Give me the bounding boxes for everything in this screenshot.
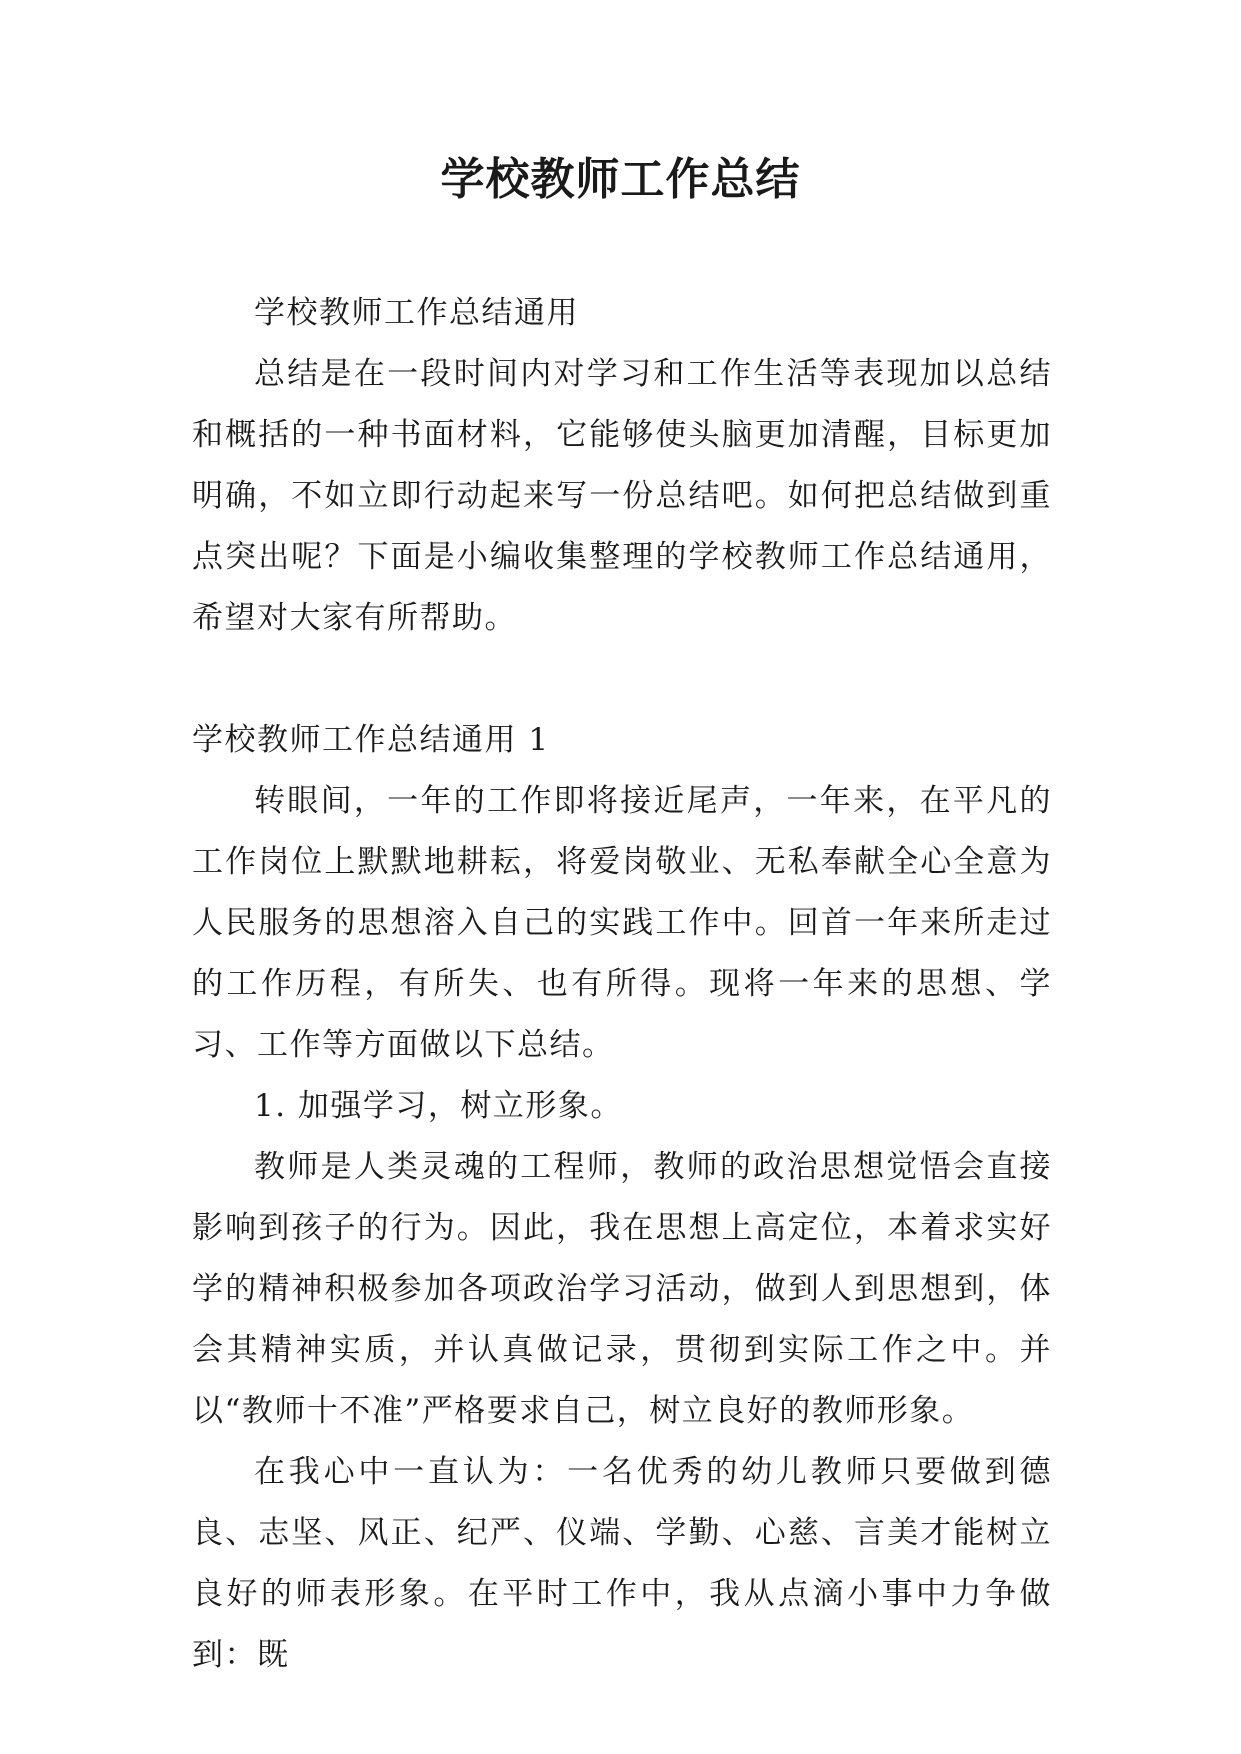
document-title: 学校教师工作总结 bbox=[440, 154, 801, 205]
section-heading: 学校教师工作总结通用 1 bbox=[192, 722, 550, 758]
intro-paragraph: 总结是在一段时间内对学习和工作生活等表现加以总结和概括的一种书面材料，它能够使头脑更加清醒，目标更加明确，不如立即行动起来写一份总结吧。如何把总结做到重点突出呢？下面是小编收集整理的学校教师工作总结通用，希望对大家有所帮助。 bbox=[192, 356, 1052, 636]
list-item-heading: 1. 加强学习，树立形象。 bbox=[254, 1088, 623, 1124]
document-subtitle: 学校教师工作总结通用 bbox=[254, 295, 579, 331]
body-paragraph: 在我心中一直认为：一名优秀的幼儿教师只要做到德良、志坚、风正、纪严、仪端、学勤、心慈、言美才能树立良好的师表形象。在平时工作中，我从点滴小事中力争做到：既 bbox=[192, 1454, 1052, 1673]
document-body bbox=[192, 283, 1052, 1686]
body-paragraph: 教师是人类灵魂的工程师，教师的政治思想觉悟会直接影响到孩子的行为。因此，我在思想上高定位，本着求实好学的精神积极参加各项政治学习活动，做到人到思想到，体会其精神实质，并认真做记录，贯彻到实际工作之中。并以“教师十不准”严格要求自己，树立良好的教师形象。 bbox=[192, 1149, 1052, 1429]
paragraph-gap bbox=[192, 649, 1052, 710]
body-paragraph: 转眼间，一年的工作即将接近尾声，一年来，在平凡的工作岗位上默默地耕耘，将爱岗敬业、无私奉献全心全意为人民服务的思想溶入自己的实践工作中。回首一年来所走过的工作历程，有所失、也有所得。现将一年来的思想、学习、工作等方面做以下总结。 bbox=[192, 783, 1052, 1063]
